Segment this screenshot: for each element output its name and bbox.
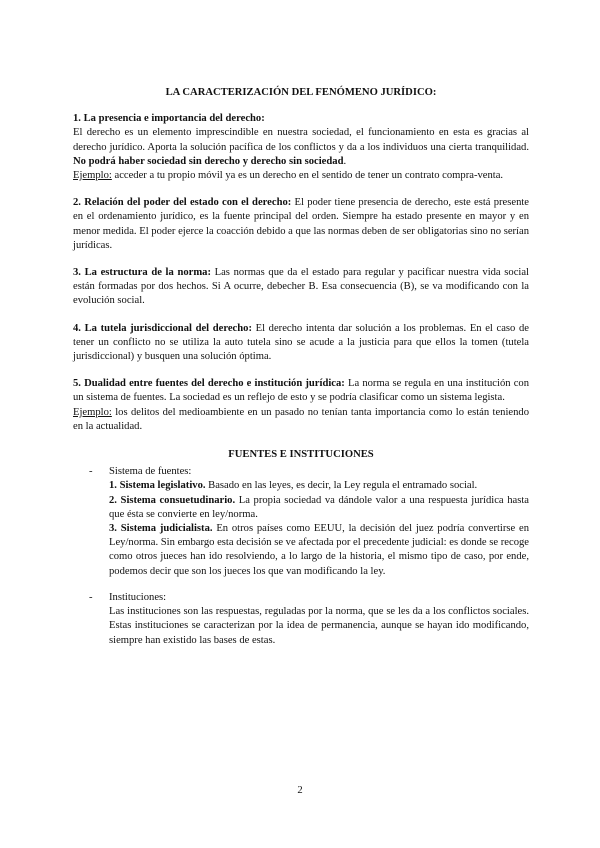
- sub-item-heading: 3. Sistema judicialista.: [109, 523, 213, 535]
- dash-bullet: -: [89, 466, 93, 478]
- section-4: [73, 322, 529, 365]
- sub-item-text: En otros países como EEUU, la decisión del juez podría convertirse en Ley/norma. Sin embargo esta decisión se ve afectada por el precedente judicial: es donde se recoge como otros jueces han ido resolviendo, a lo largo de la historia, el mismo tipo de caso, por ende, podemos decir que son los jueces los que van modificando la ley.: [109, 523, 529, 577]
- page-number: 2: [297, 785, 303, 796]
- spacer: [73, 579, 529, 591]
- section-heading: 5. Dualidad entre fuentes del derecho e institución jurídica:: [73, 378, 345, 390]
- section-text: Las normas que da el estado para regular y pacificar nuestra vida social están formadas por dos hechos. Si A ocurre, debecher B. Esa consecuencia (B), se va modificando con la evolución social.: [73, 267, 529, 307]
- section-heading: 1. La presencia e importancia del derecho:: [73, 113, 265, 125]
- sub-item-text: La propia sociedad va dándole valor a una respuesta jurídica hasta que ésta se convierte en ley/norma.: [109, 494, 529, 520]
- list-item-label: Instituciones:: [109, 591, 167, 603]
- page-content: [73, 86, 529, 648]
- section-text: La norma se regula en una institución con un sistema de fuentes. La sociedad es un reflejo de esto y se podría clasificar como un sistema legista.: [73, 378, 529, 404]
- sub-item-heading: 2. Sistema consuetudinario.: [109, 494, 236, 506]
- sub-item-judicialista: [109, 522, 529, 579]
- section-1: [73, 112, 529, 183]
- section-heading: 4. La tutela jurisdiccional del derecho:: [73, 322, 252, 334]
- section-5: [73, 377, 529, 434]
- sub-item-legislativo: [109, 479, 529, 493]
- sub-item-heading: 1. Sistema legislativo.: [109, 480, 206, 492]
- section-subtitle: FUENTES E INSTITUCIONES: [228, 449, 374, 461]
- example-text: los delitos del medioambiente en un pasado no tenían tanta importancia como lo están teniendo en la actualidad.: [73, 406, 529, 432]
- document-title: LA CARACTERIZACIÓN DEL FENÓMENO JURÍDICO:: [165, 87, 437, 98]
- section-3: [73, 266, 529, 309]
- dash-bullet: -: [89, 591, 93, 603]
- sub-item-text: Basado en las leyes, es decir, la Ley regula el entramado social.: [205, 480, 478, 492]
- section-text: El poder tiene presencia de derecho, este está presente en el ordenamiento jurídico, es la fuente principal del orden. Siempre ha estado presente en mayor y en menor medida. El poder ejerce la coacción debido a que las normas deben de ser obligatorias sino no serían jurídicas.: [73, 197, 530, 251]
- section-heading: 3. La estructura de la norma:: [73, 267, 211, 279]
- list-item-label: Sistema de fuentes:: [109, 466, 192, 478]
- list-item-instituciones: [73, 591, 529, 648]
- sub-item-consuetudinario: [109, 494, 529, 522]
- emphasis-text: No podrá haber sociedad sin derecho y derecho sin sociedad: [73, 155, 344, 167]
- example-label: Ejemplo:: [73, 406, 112, 418]
- section-text: El derecho intenta dar solución a los problemas. En el caso de tener un conflicto no se utiliza la auto tutela sino se acude a la justicia para que ellos la tomen (tutela jurisdiccional) y busquen una solución óptima.: [73, 322, 529, 363]
- list-item-text: Las instituciones son las respuestas, reguladas por la norma, que se les da a los conflictos sociales. Estas instituciones se caracterizan por la idea de permanencia, aunque se hayan ido modificando, siempre han existido las bases de estas.: [109, 606, 529, 646]
- section-heading: 2. Relación del poder del estado con el derecho:: [73, 197, 292, 209]
- section-text: El derecho es un elemento imprescindible en nuestra sociedad, el funcionamiento en esta es gracias al derecho jurídico. Aporta la solución pacífica de los conflictos y da a los individuos una cierta tranquilidad.: [73, 127, 529, 153]
- example-label: Ejemplo:: [73, 170, 112, 182]
- example-text: acceder a tu propio móvil ya es un derecho en el sentido de tener un contrato compra-venta.: [111, 170, 504, 182]
- punctuation: .: [343, 155, 347, 167]
- list-item-sistema-de-fuentes: [73, 465, 529, 579]
- section-2: [73, 196, 529, 253]
